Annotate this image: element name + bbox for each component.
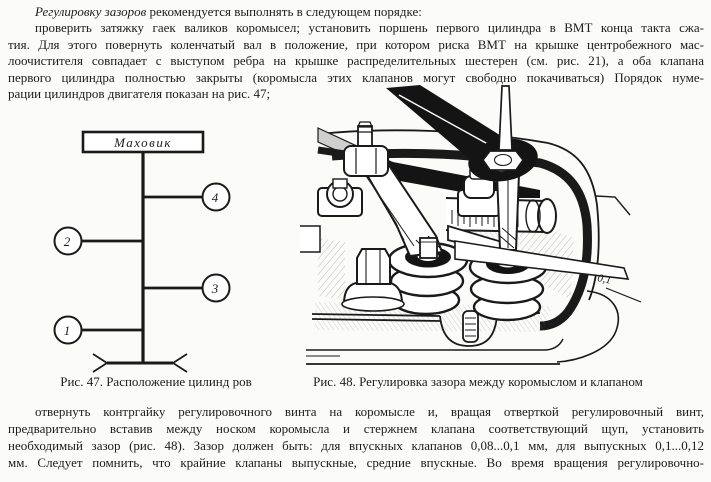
figure-48-valve-adjustment-drawing: [300, 85, 711, 377]
cylinder-circle-2: [55, 228, 82, 255]
cylinder-number-1: 1: [63, 323, 71, 338]
intro-lead-italic: Регулировку зазоров: [35, 4, 147, 19]
cylinder-number-3: 3: [211, 281, 219, 296]
flywheel-label: Маховик: [114, 135, 172, 150]
feeler-gauge-label: 0,1: [596, 272, 613, 287]
left-stud-nut: [318, 179, 362, 216]
text-line: мм. Следует помнить, что крайние клапаны выпускные, средние впускные. Во время вращения регулировочно-: [8, 455, 704, 470]
intro-line: [8, 4, 704, 20]
cylinder-circle-4: [203, 184, 230, 211]
figure-47-cylinder-diagram: [20, 100, 300, 380]
text-line: отвернуть контргайку регулировочного винта на коромысле и, вращая отверткой регулировочный винт,: [35, 404, 704, 419]
cylinder-circle-1: [55, 317, 82, 344]
text-line: необходимый зазор (рис. 48). Зазор должен быть: для впускных клапанов 0,08...0,1 мм, для выпускных 0,1...0,12: [8, 438, 704, 453]
figure-48-caption: Рис. 48. Регулировка зазора между коромыслом и клапаном: [313, 374, 643, 389]
flange-stud: [463, 311, 478, 342]
cylinder-circle-3: [203, 275, 230, 302]
adjustment-paragraph: [8, 403, 704, 471]
adjusting-nut: [483, 151, 523, 170]
screwdriver-shaft: [497, 174, 519, 250]
text-line: первого цилиндра полностью закрыты (коромысла этих клапанов могут свободно покачиваться) Порядок нуме-: [8, 69, 704, 85]
figure-47-caption: Рис. 47. Расположение цилинд ров: [60, 374, 252, 389]
text-line: лоочистителя совпадает с выступом ребра на крышке распределительных шестерен (см. рис. 21), а оба клапана: [8, 53, 704, 69]
text-line: тия. Для этого повернуть коленчатый вал в положение, при котором риска ВМТ на крышке центробежного мас-: [8, 36, 704, 52]
cylinder-number-2: 2: [63, 234, 71, 249]
base-mount-symbol: [93, 354, 187, 372]
paragraph-2-lines: [8, 403, 704, 471]
cylinder-number-4: 4: [211, 190, 219, 205]
text-line: проверить затяжку гаек валиков коромысел; установить поршень первого цилиндра в ВМТ конца такта сжа-: [35, 20, 704, 36]
intro-rest: рекомендуется выполнять в следующем порядке:: [146, 4, 422, 19]
text-line: рации цилиндров двигателя показан на рис. 47;: [8, 86, 271, 102]
cover-fold-line: [596, 196, 630, 215]
text-line: предварительно вставив между носком коромысла и стержнем клапана соответствующий щуп, установить: [8, 421, 704, 436]
screwdriver-blade: [499, 86, 512, 150]
left-edge-plate: [300, 226, 320, 252]
